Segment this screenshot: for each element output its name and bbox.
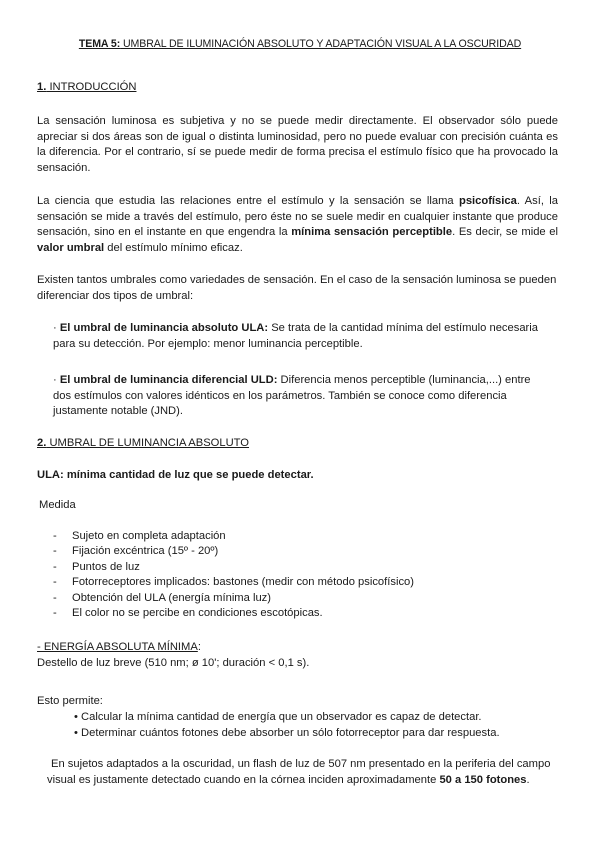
permite-item <box>74 710 482 726</box>
list-item-text: Puntos de luz <box>72 560 140 573</box>
list-dash: - <box>53 606 57 619</box>
section-1-heading <box>37 80 136 96</box>
energy-line: Destello de luz breve (510 nm; ø 10'; duración < 0,1 s). <box>37 657 310 669</box>
bullet-dot: · <box>53 322 60 334</box>
photon-count: 50 a 150 fotones <box>439 773 527 786</box>
intro-paragraph-3: Existen tantos umbrales como variedades de sensación. En el caso de la sensación luminosa se pueden diferenciar dos tipos de umbral: <box>37 274 557 302</box>
ula-subtitle-text: ULA: mínima cantidad de luz que se puede detectar. <box>37 469 314 481</box>
intro-paragraph-2 <box>37 194 558 256</box>
section-1-number: 1. <box>37 81 47 93</box>
section-2-number: 2. <box>37 437 47 449</box>
bullet-dot: • <box>74 727 82 739</box>
list-item-text: El color no se percibe en condiciones escotópicas. <box>72 606 323 619</box>
section-2-heading <box>37 436 249 452</box>
list-item <box>53 560 414 575</box>
energy-heading-colon: : <box>197 641 201 653</box>
list-dash: - <box>53 576 57 589</box>
list-item-text: Fotorreceptores implicados: bastones (medir con método psicofísico) <box>72 576 414 589</box>
title-text: UMBRAL DE ILUMINACIÓN ABSOLUTO Y ADAPTACIÓN VISUAL A LA OSCURIDAD <box>120 38 522 50</box>
bullet-uld <box>53 373 549 420</box>
ula-subtitle <box>37 468 314 484</box>
list-item <box>53 544 414 559</box>
bullet-uld-title: El umbral de luminancia diferencial ULD: <box>59 374 278 386</box>
minima-sensacion-term: mínima sensación perceptible <box>291 226 453 239</box>
final-paragraph <box>47 757 562 788</box>
medida-list <box>53 529 414 621</box>
document-title <box>0 37 600 53</box>
list-dash: - <box>53 560 57 573</box>
list-item-text: Obtención del ULA (energía mínima luz) <box>72 591 271 604</box>
permite-item-text: Calcular la mínima cantidad de energía que un observador es capaz de detectar. <box>81 711 482 723</box>
p2-part-e: . Es decir, se mide el <box>452 226 558 239</box>
list-item-text: Fijación excéntrica (15º - 20º) <box>72 545 219 558</box>
intro-paragraph-1: La sensación luminosa es subjetiva y no se puede medir directamente. El observador sólo puede apreciar si dos áreas son de igual o distinta luminosidad, pero no puede evaluar con precisión cuánta es la diferencia. Por el contrario, sí se puede medir de forma precisa el estímulo físico que ha provocado la sensación. <box>37 115 558 174</box>
bullet-ula-text: Se trata de la cantidad mínima del estímulo necesaria para su detección. Por ejemplo: menor luminancia perceptible. <box>53 322 538 350</box>
section-1-title: INTRODUCCIÓN <box>46 81 137 93</box>
medida-label: Medida <box>39 499 76 511</box>
bullet-ula <box>53 321 549 352</box>
bullet-dot: · <box>53 374 60 386</box>
bullet-ula-title: El umbral de luminancia absoluto ULA: <box>59 322 269 334</box>
permite-item <box>74 726 500 742</box>
title-prefix: TEMA 5: <box>78 38 121 50</box>
bullet-uld-text: Diferencia menos perceptible (luminancia,...) entre dos estímulos con valores idénticos en los parámetros. También se conoce como diferencia justamente notable (JND). <box>53 374 531 418</box>
section-2-title: UMBRAL DE LUMINANCIA ABSOLUTO <box>46 437 250 449</box>
list-dash: - <box>53 545 57 558</box>
psicofisica-term: psicofísica <box>458 195 517 207</box>
list-item <box>53 606 414 621</box>
p2-part-c: . Así, la sensación se mide a través del estímulo, pero éste no se suele medir en cualquier instante que produce sensación, sino en el instante en que engendra la <box>37 195 558 239</box>
list-dash: - <box>53 591 57 604</box>
p2-part-g: del estímulo mínimo eficaz. <box>104 241 243 254</box>
p2-part-a: La ciencia que estudia las relaciones entre el estímulo y la sensación se llama <box>37 195 459 207</box>
bullet-dot: • <box>74 711 82 723</box>
valor-umbral-term: valor umbral <box>37 241 105 254</box>
list-item <box>53 529 414 544</box>
final-text: En sujetos adaptados a la oscuridad, un flash de luz de 507 nm presentado en la periferia del campo visual es justamente detectado cuando en la córnea inciden aproximadamente <box>47 758 551 786</box>
energy-heading-text: - ENERGÍA ABSOLUTA MÍNIMA <box>37 641 198 653</box>
list-item <box>53 591 414 606</box>
permite-item-text: Determinar cuántos fotones debe absorber un sólo fotorreceptor para dar respuesta. <box>81 727 500 739</box>
list-dash: - <box>53 530 57 542</box>
list-item <box>53 575 414 590</box>
list-item-text: Sujeto en completa adaptación <box>72 530 226 542</box>
final-period: . <box>526 773 530 786</box>
permite-label: Esto permite: <box>37 695 103 707</box>
energy-heading <box>37 640 201 656</box>
